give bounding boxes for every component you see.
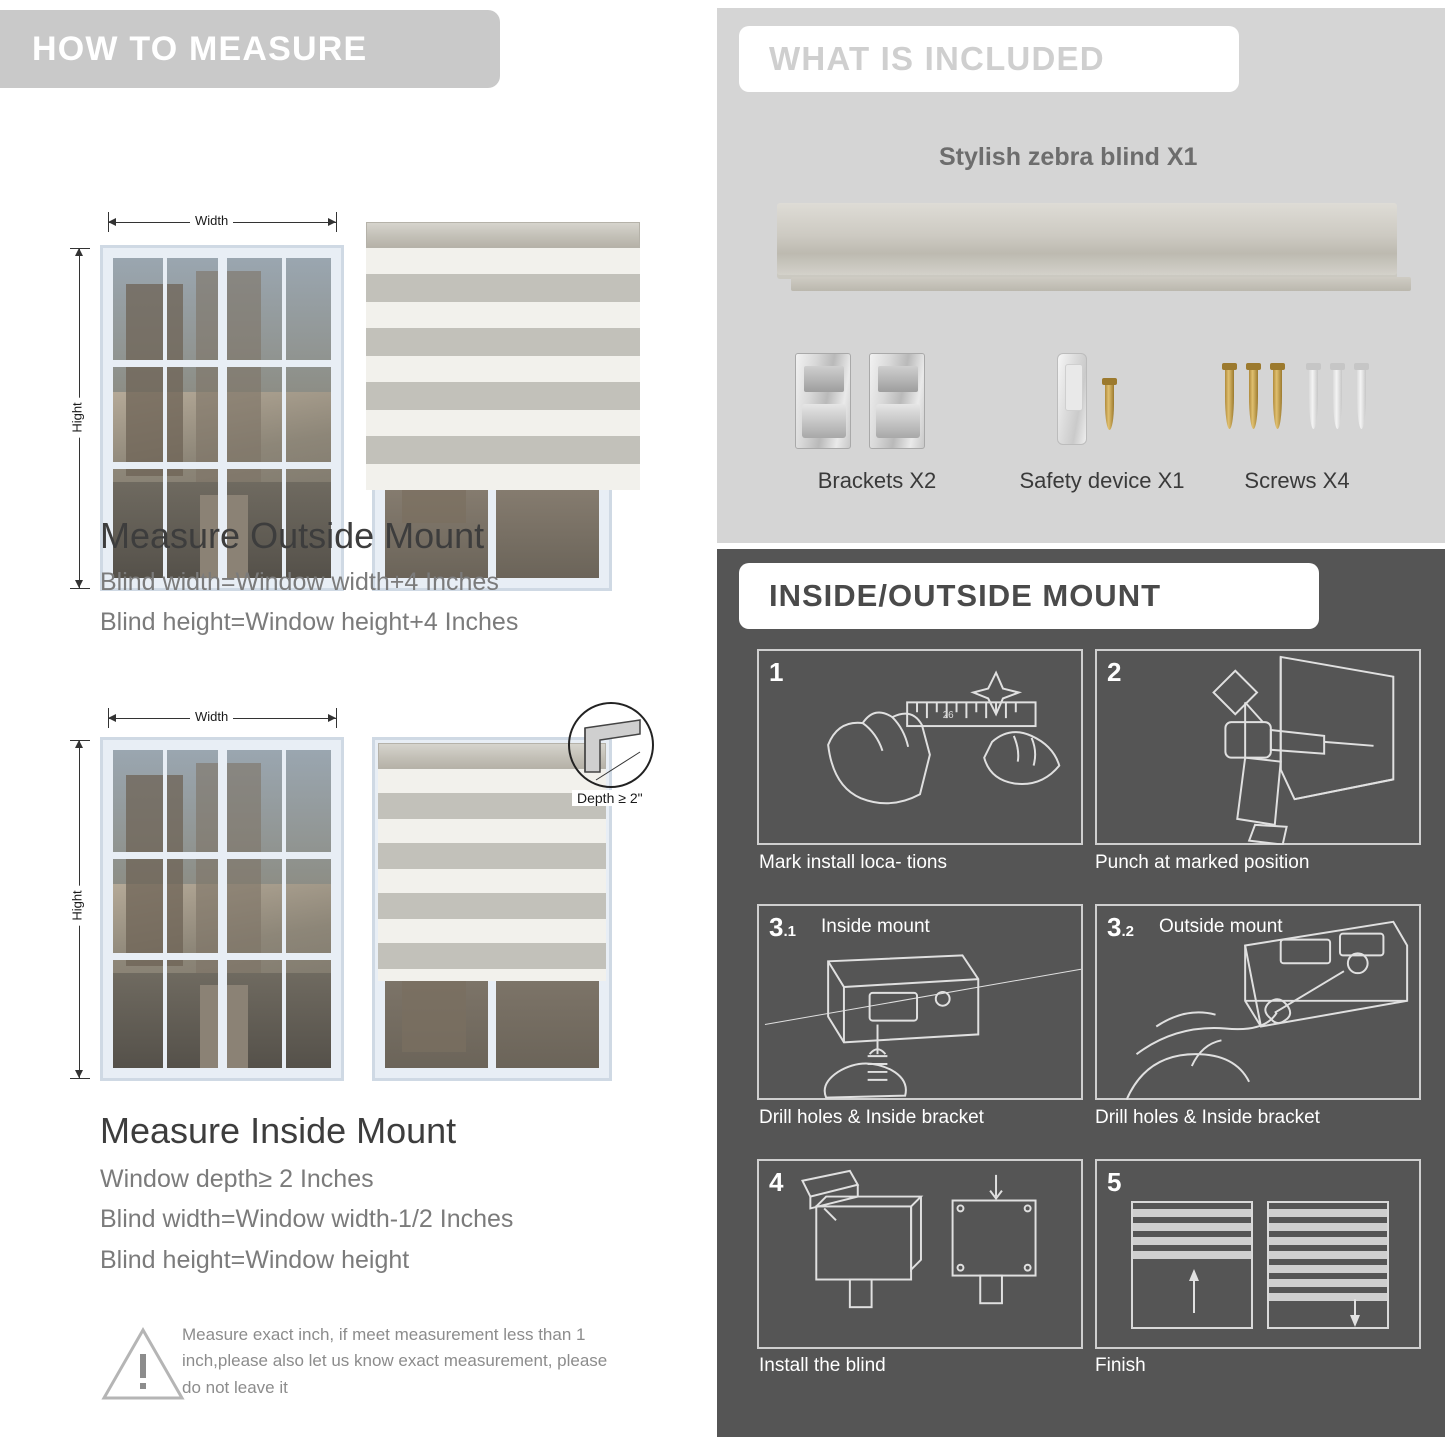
outside-mount-line-1: Blind width=Window width+4 Inches — [100, 568, 499, 596]
inside-mount-line-1: Window depth≥ 2 Inches — [100, 1165, 374, 1193]
step-5-caption: Finish — [1095, 1355, 1146, 1376]
tick — [70, 248, 90, 249]
blind-headrail — [366, 222, 640, 248]
svg-text:26: 26 — [942, 710, 954, 722]
blind-band-light — [366, 464, 640, 490]
inside-bracket-sketch-icon — [759, 906, 1081, 1100]
outside-mount-title: Measure Outside Mount — [100, 515, 485, 556]
bracket-icon — [869, 353, 925, 449]
how-to-measure-header — [0, 10, 500, 88]
window-mullion — [103, 462, 341, 469]
screw-anchor-icon — [1333, 363, 1342, 429]
step-2-number: 2 — [1107, 657, 1122, 687]
step-1-number: 1 — [769, 657, 784, 687]
step-3-2-caption: Drill holes & Inside bracket — [1095, 1107, 1320, 1128]
what-is-included-header — [739, 26, 1239, 92]
install-blind-sketch-icon — [759, 1161, 1081, 1349]
tick — [108, 212, 109, 232]
blind-band-light — [366, 356, 640, 382]
screw-head — [1222, 363, 1237, 370]
warning-text: Measure exact inch, if meet measurement less than 1 inch,please also let us know exact measurement, please do not leave it — [182, 1325, 608, 1397]
screw-head — [1102, 378, 1117, 385]
window-mullion — [103, 360, 341, 367]
step-3-1-num-main: 3 — [769, 912, 784, 942]
what-is-included-panel — [717, 8, 1445, 543]
blind-band-light — [366, 302, 640, 328]
product-label: Stylish zebra blind X1 — [939, 143, 1198, 171]
step-4-caption: Install the blind — [759, 1355, 886, 1376]
safety-device-icon — [1057, 353, 1087, 445]
outside-width-label: Width — [190, 213, 233, 228]
zebra-blind-outside — [366, 222, 640, 490]
measure-hand-sketch-icon — [759, 651, 1081, 845]
drill-sketch-icon — [1097, 651, 1419, 845]
step-4-number: 4 — [769, 1167, 784, 1197]
panel-divider — [711, 0, 715, 1445]
step-3-1-num-sub: .1 — [783, 923, 796, 940]
depth-label: Depth ≥ 2" — [572, 790, 648, 806]
outside-bracket-sketch-icon — [1097, 906, 1419, 1100]
what-is-included-title: WHAT IS INCLUDED — [769, 40, 1105, 77]
blind-band-dark — [366, 436, 640, 464]
arrow-up-icon — [1133, 1203, 1255, 1331]
part-label-brackets: Brackets X2 — [817, 468, 937, 493]
tick — [336, 212, 337, 232]
finish-window-right — [1267, 1201, 1389, 1329]
outside-height-label: Hight — [70, 397, 85, 437]
inside-outside-mount-header — [739, 563, 1319, 629]
inside-mount-title: Measure Inside Mount — [100, 1110, 457, 1151]
step-5-number: 5 — [1107, 1167, 1122, 1197]
step-1-box — [757, 649, 1083, 845]
screw-head — [1354, 363, 1369, 370]
screw-icon — [1273, 363, 1282, 429]
blind-band-light — [366, 248, 640, 274]
step-2-box — [1095, 649, 1421, 845]
step-4-box — [757, 1159, 1083, 1349]
outside-mount-illustration — [0, 100, 711, 500]
step-2-caption: Punch at marked position — [1095, 852, 1310, 873]
inside-outside-mount-title: INSIDE/OUTSIDE MOUNT — [769, 578, 1162, 613]
screw-icon — [1225, 363, 1234, 429]
screw-anchor-icon — [1309, 363, 1318, 429]
screw-head — [1270, 363, 1285, 370]
inside-outside-mount-panel — [717, 549, 1445, 1437]
inside-mount-line-2: Blind width=Window width-1/2 Inches — [100, 1205, 514, 1233]
screw-anchor-icon — [1357, 363, 1366, 429]
step-3-1-caption: Drill holes & Inside bracket — [759, 1107, 984, 1128]
step-3-2-num-main: 3 — [1107, 912, 1122, 942]
step-3-1-box — [757, 904, 1083, 1100]
screw-head — [1246, 363, 1261, 370]
step-3-2-sublabel: Outside mount — [1159, 916, 1283, 937]
step-3-2-box — [1095, 904, 1421, 1100]
step-1-caption: Mark install loca- tions — [759, 852, 947, 873]
step-3-1-sublabel: Inside mount — [821, 916, 930, 937]
warning-triangle-icon — [100, 1322, 186, 1408]
blind-band-dark — [366, 328, 640, 356]
screw-head — [1306, 363, 1321, 370]
part-label-screws: Screws X4 — [1244, 468, 1350, 493]
how-to-measure-title: HOW TO MEASURE — [32, 29, 368, 68]
screw-icon — [1105, 378, 1114, 430]
tick — [70, 588, 90, 589]
step-5-box — [1095, 1159, 1421, 1349]
depth-callout-icon — [0, 690, 711, 1110]
zebra-blind-product — [777, 203, 1397, 275]
inside-mount-line-3: Blind height=Window height — [100, 1246, 410, 1274]
inside-width-label: Width — [190, 709, 233, 724]
how-to-measure-panel — [0, 0, 711, 1445]
finish-window-left — [1131, 1201, 1253, 1329]
screw-head — [1330, 363, 1345, 370]
part-label-safety: Safety device X1 — [1019, 468, 1185, 493]
step-3-2-num-sub: .2 — [1121, 923, 1134, 940]
bracket-icon — [795, 353, 851, 449]
blind-band-dark — [366, 382, 640, 410]
inside-mount-illustration — [0, 690, 711, 1110]
inside-height-label: Hight — [70, 885, 85, 925]
blind-band-dark — [366, 274, 640, 302]
screw-icon — [1249, 363, 1258, 429]
blind-band-light — [366, 410, 640, 436]
arrow-down-icon — [1269, 1203, 1391, 1331]
outside-mount-line-2: Blind height=Window height+4 Inches — [100, 608, 519, 636]
